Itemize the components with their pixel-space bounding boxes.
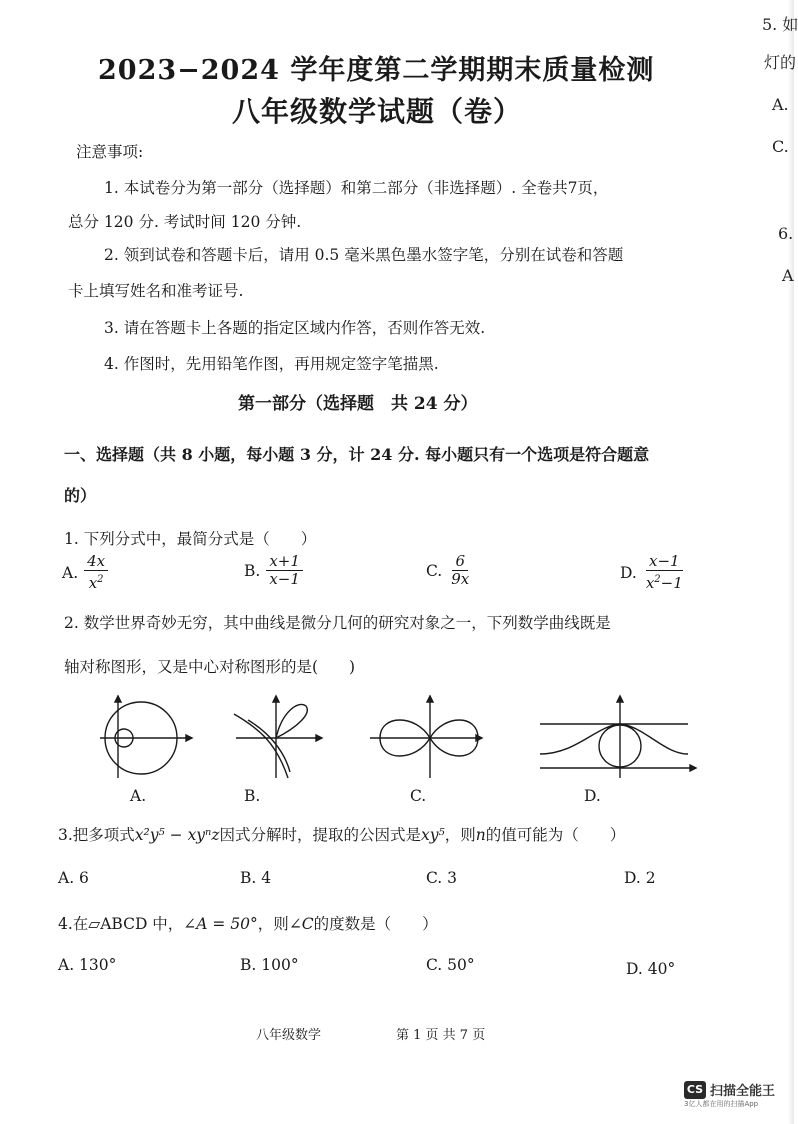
q1-option-c (426, 553, 472, 588)
q1-c-label: C. (426, 561, 443, 580)
q2-label-b: B. (244, 787, 261, 805)
footer-page-number: 第 1 页 共 7 页 (396, 1028, 486, 1043)
q1-b-denominator: x−1 (269, 570, 300, 588)
note-2-line1: 2. 领到试卷和答题卡后，请用 0.5 毫米黑色墨水签字笔，分别在试卷和答题 (104, 246, 624, 264)
notes-heading: 注意事项: (76, 143, 144, 161)
q4-asked-angle: ∠C (288, 915, 314, 933)
q1-c-fraction (448, 553, 472, 588)
note-2-line2: 卡上填写姓名和准考证号. (68, 282, 244, 300)
page-edge-shadow (788, 0, 794, 1124)
q1-c-denominator: 9x (451, 570, 470, 588)
q4-option-c: C. 50° (426, 956, 475, 974)
q1-option-b (244, 553, 303, 588)
exam-title-line1: 2023−2024 学年度第二学期期末质量检测 (98, 55, 655, 86)
watermark-tagline: 3亿人都在用的扫描App (684, 1100, 759, 1108)
q1-a-label: A. (62, 563, 79, 582)
note-4: 4. 作图时，先用铅笔作图，再用规定签字笔描黑. (104, 355, 439, 373)
q4-stem: 4.在▱ABCD 中，∠A = 50°，则∠C的度数是（ ） (58, 915, 438, 933)
part1-heading: 第一部分（选择题 共 24 分） (238, 394, 478, 414)
q2-label-a: A. (130, 787, 147, 805)
q3-option-d: D. 2 (624, 869, 656, 887)
q2-figure-c (366, 692, 486, 782)
q1-c-numerator: 6 (452, 553, 468, 571)
q4-option-d: D. 40° (626, 960, 676, 978)
q3-variable-n: n (475, 826, 486, 844)
section-heading-line2: 的） (64, 486, 97, 505)
margin-q5-option-a: A. (772, 95, 789, 114)
q1-option-a (62, 553, 108, 592)
q1-a-fraction (84, 553, 108, 592)
margin-q5-fragment: 5. 如 (762, 15, 798, 34)
q3-polynomial: x²y⁵ − xyⁿz (134, 826, 220, 844)
note-3: 3. 请在答题卡上各题的指定区域内作答，否则作答无效. (104, 319, 486, 337)
margin-q6-option-a: A (782, 266, 794, 285)
exam-title-line2: 八年级数学试题（卷） (232, 95, 523, 128)
watermark-app-name: 扫描全能王 (710, 1084, 776, 1099)
q1-b-fraction (266, 553, 303, 588)
q1-option-d (620, 553, 686, 592)
q1-d-label: D. (620, 563, 637, 582)
q4-given-angle: ∠A = 50° (183, 915, 258, 933)
scanner-watermark (684, 1080, 775, 1109)
q2-label-d: D. (584, 787, 601, 805)
section-heading-line1: 一、选择题（共 8 小题，每小题 3 分，计 24 分. 每小题只有一个选项是符合题意 (64, 445, 650, 464)
q3-option-c: C. 3 (426, 869, 458, 887)
footer-subject: 八年级数学 (256, 1028, 322, 1043)
q1-d-denominator: $x^2-1$ (645, 574, 683, 592)
q1-a-numerator: 4x (84, 553, 108, 571)
q2-figure-d (536, 692, 702, 782)
q1-d-numerator: x−1 (646, 553, 683, 571)
margin-q6-fragment: 6. (778, 224, 794, 243)
margin-q5-line2-fragment: 灯的 (764, 53, 797, 72)
camscanner-logo-icon: CS (684, 1081, 706, 1099)
q1-b-numerator: x+1 (266, 553, 303, 571)
note-1-line1: 1. 本试卷分为第一部分（选择题）和第二部分（非选择题）. 全卷共7页， (104, 179, 609, 197)
q2-label-c: C. (410, 787, 427, 805)
q2-stem-line2: 轴对称图形，又是中心对称图形的是( ) (64, 658, 356, 676)
q1-stem: 1. 下列分式中，最简分式是（ ） (64, 530, 317, 548)
q3-common-factor: xy⁵ (421, 826, 445, 844)
q2-figure-a (96, 692, 196, 782)
q1-a-denominator: $x^2$ (88, 574, 104, 592)
q4-option-a: A. 130° (58, 956, 117, 974)
q2-figure-b (228, 692, 328, 782)
margin-q5-option-c: C. (772, 137, 789, 156)
q1-b-label: B. (244, 561, 261, 580)
q3-stem: 3.把多项式x²y⁵ − xyⁿz因式分解时，提取的公因式是xy⁵，则n的值可能为（ ） (58, 826, 626, 844)
note-1-line2: 总分 120 分. 考试时间 120 分钟. (68, 213, 302, 231)
q1-d-fraction (643, 553, 686, 592)
q4-option-b: B. 100° (240, 956, 299, 974)
q3-option-b: B. 4 (240, 869, 272, 887)
q2-stem-line1: 2. 数学世界奇妙无穷，其中曲线是微分几何的研究对象之一，下列数学曲线既是 (64, 614, 611, 632)
q3-option-a: A. 6 (58, 869, 89, 887)
